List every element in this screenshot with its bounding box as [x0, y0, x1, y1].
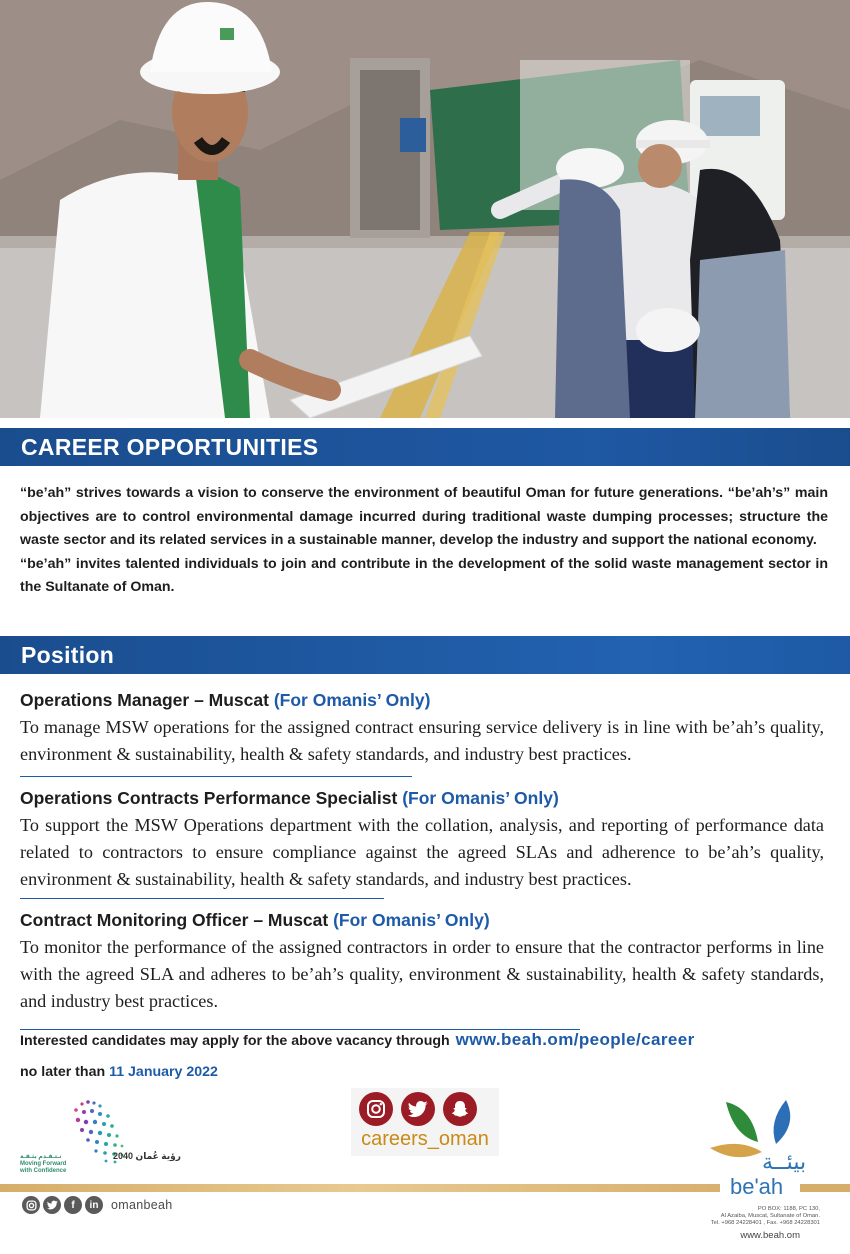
vision-caption [20, 1154, 66, 1175]
job-item [20, 786, 824, 893]
job-eligibility-tag: (For Omanis’ Only) [402, 788, 559, 808]
social-icons-row [359, 1092, 477, 1126]
linkedin-icon[interactable]: in [85, 1196, 103, 1214]
footer-handle[interactable]: omanbeah [111, 1198, 173, 1212]
social-handle[interactable]: careers_oman [361, 1128, 489, 1150]
job-title-text: Contract Monitoring Officer – Muscat [20, 910, 329, 930]
position-header-title: Position [21, 641, 115, 668]
hero-illustration [0, 0, 850, 418]
address-line: Al Azaiba, Muscat, Sultanate of Oman. [720, 1212, 820, 1219]
job-title [20, 688, 824, 712]
job-divider [20, 776, 412, 777]
apply-line [20, 1030, 695, 1050]
footer-social [22, 1196, 172, 1214]
deadline-prefix: no later than [20, 1064, 106, 1080]
job-description: To monitor the performance of the assigned contractors in order to ensure that the contractor performs in line with the agreed SLA and adheres to be’ah’s quality, environment & sustainability, health & safety standards, and industry best practices. [20, 937, 824, 1011]
beah-name-english: be'ah [730, 1174, 784, 1199]
hero-photo [0, 0, 850, 418]
footer-website[interactable]: www.beah.om [740, 1230, 800, 1241]
footer-stripe-right [800, 1184, 850, 1192]
snapchat-icon[interactable] [443, 1092, 477, 1126]
intro-paragraph-2: “be’ah” invites talented individuals to join and contribute in the development of the solid waste management sector in the Sultanate of Oman. [20, 555, 828, 595]
instagram-icon[interactable] [22, 1196, 40, 1214]
footer-address [700, 1206, 820, 1226]
vision-caption-en1: Moving Forward [20, 1161, 67, 1167]
deadline-line [20, 1064, 218, 1080]
vision-caption-en2: with Confidence [20, 1168, 67, 1174]
vision-mark-text: رؤية عُمان 2040 [113, 1151, 181, 1161]
vision-caption-ar: نـتـقـدم بثـقـة [20, 1154, 62, 1160]
social-box [351, 1088, 499, 1156]
job-title-text: Operations Manager – Muscat [20, 690, 269, 710]
career-header-title: CAREER OPPORTUNITIES [21, 433, 319, 460]
career-opportunities-header [0, 428, 850, 466]
twitter-icon[interactable] [401, 1092, 435, 1126]
job-description: To manage MSW operations for the assigned contract ensuring service delivery is in line with be’ah’s quality, environment & sustainability, health & safety standards, and industry best practices. [20, 717, 824, 764]
job-eligibility-tag: (For Omanis’ Only) [333, 910, 490, 930]
facebook-icon[interactable]: f [64, 1196, 82, 1214]
address-line: PO BOX: 1188, PC 130, [757, 1206, 820, 1212]
intro-text [20, 482, 828, 600]
address-line: Tel. +968 24228401 , Fax. +968 24228301 [710, 1219, 820, 1226]
twitter-icon[interactable] [43, 1196, 61, 1214]
job-item [20, 688, 824, 768]
positions-list [20, 688, 824, 1037]
job-title [20, 908, 824, 932]
job-description: To support the MSW Operations department with the collation, analysis, and reporting of performance data related to contractors to ensure compliance against the agreed SLAs and adherence to be’ah’s quality, environment & sustainability, health & safety standards, and industry best practices. [20, 815, 824, 889]
job-item [20, 908, 824, 1015]
job-eligibility-tag: (For Omanis’ Only) [273, 690, 431, 710]
deadline-date: 11 January 2022 [109, 1064, 218, 1080]
apply-text: Interested candidates may apply for the above vacancy through [20, 1033, 450, 1049]
career-url-link[interactable]: www.beah.om/people/career [455, 1030, 695, 1049]
intro-paragraph-1: “be’ah” strives towards a vision to conserve the environment of beautiful Oman for future generations. “be’ah’s” main objectives are to control environmental damage incurred during traditional waste dumping processes; structure the waste sector and its related services in a sustainable manner, develop the industry and support the national economy. [20, 485, 828, 548]
instagram-icon[interactable] [359, 1092, 393, 1126]
footer-stripe [0, 1184, 720, 1192]
position-header [0, 636, 850, 674]
job-title-text: Operations Contracts Performance Specialist [20, 788, 398, 808]
beah-name-arabic: بيئــة [762, 1150, 807, 1175]
job-title [20, 786, 824, 810]
job-divider [20, 898, 384, 899]
